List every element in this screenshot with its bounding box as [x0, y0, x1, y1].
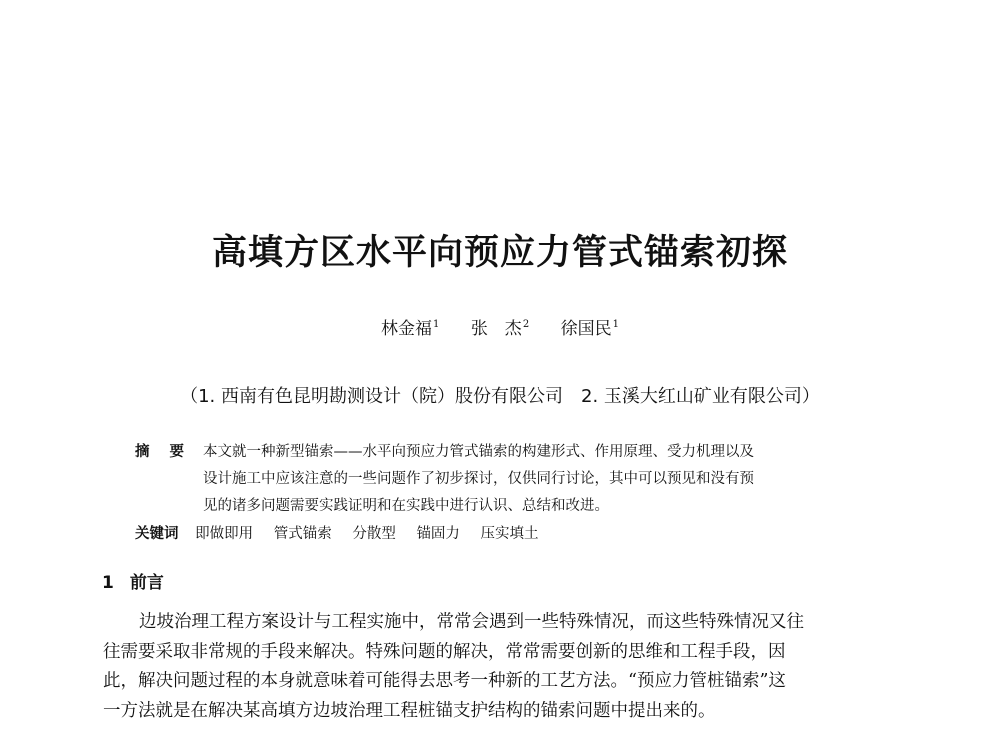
keyword: 压实填土: [480, 526, 539, 542]
body-line: 边坡治理工程方案设计与工程实施中，常常会遇到一些特殊情况，而这些特殊情况又往: [139, 612, 804, 632]
section-number: 1: [102, 573, 114, 593]
author-list: [0, 314, 1000, 339]
abstract-line: 本文就一种新型锚索——水平向预应力管式锚索的构建形式、作用原理、受力机理以及: [203, 444, 754, 460]
abstract-line: 见的诸多问题需要实践证明和在实践中进行认识、总结和改进。: [203, 498, 609, 514]
author: [561, 314, 619, 339]
author-affiliation-mark: 1: [433, 319, 440, 331]
body-line: 一方法就是在解决某高填方边坡治理工程桩锚支护结构的锚索问题中提出来的。: [103, 700, 716, 721]
abstract-text: [203, 439, 883, 520]
author-name: 林金福: [381, 319, 433, 339]
body-paragraph: [103, 608, 893, 726]
abstract-label: 摘要: [135, 444, 204, 460]
author-name: 张 杰: [470, 319, 522, 339]
section-title: 前言: [129, 573, 164, 593]
author: [381, 314, 439, 339]
keyword: 分散型: [352, 526, 396, 542]
keywords-label: 关键词: [135, 526, 179, 542]
author: [471, 314, 529, 339]
affiliation: （1. 西南有色昆明勘测设计（院）股份有限公司 2. 玉溪大红山矿业有限公司）: [180, 386, 820, 407]
section-heading: [102, 568, 164, 593]
body-line: 往需要采取非常规的手段来解决。特殊问题的解决，常常需要创新的思维和工程手段，因: [103, 641, 786, 662]
author-affiliation-mark: 1: [612, 319, 619, 331]
keywords-block: [135, 522, 555, 543]
abstract-line: 设计施工中应该注意的一些问题作了初步探讨，仅供同行讨论，其中可以预见和没有预: [203, 471, 754, 487]
paper-title: 高填方区水平向预应力管式锚索初探: [211, 233, 788, 273]
keyword: 管式锚索: [273, 526, 332, 542]
keyword: 即做即用: [195, 526, 254, 542]
author-name: 徐国民: [560, 319, 612, 339]
keyword: 锚固力: [416, 526, 460, 542]
body-line: 此，解决问题过程的本身就意味着可能得去思考一种新的工艺方法。“预应力管桩锚索”这: [103, 671, 786, 691]
author-affiliation-mark: 2: [522, 319, 530, 331]
